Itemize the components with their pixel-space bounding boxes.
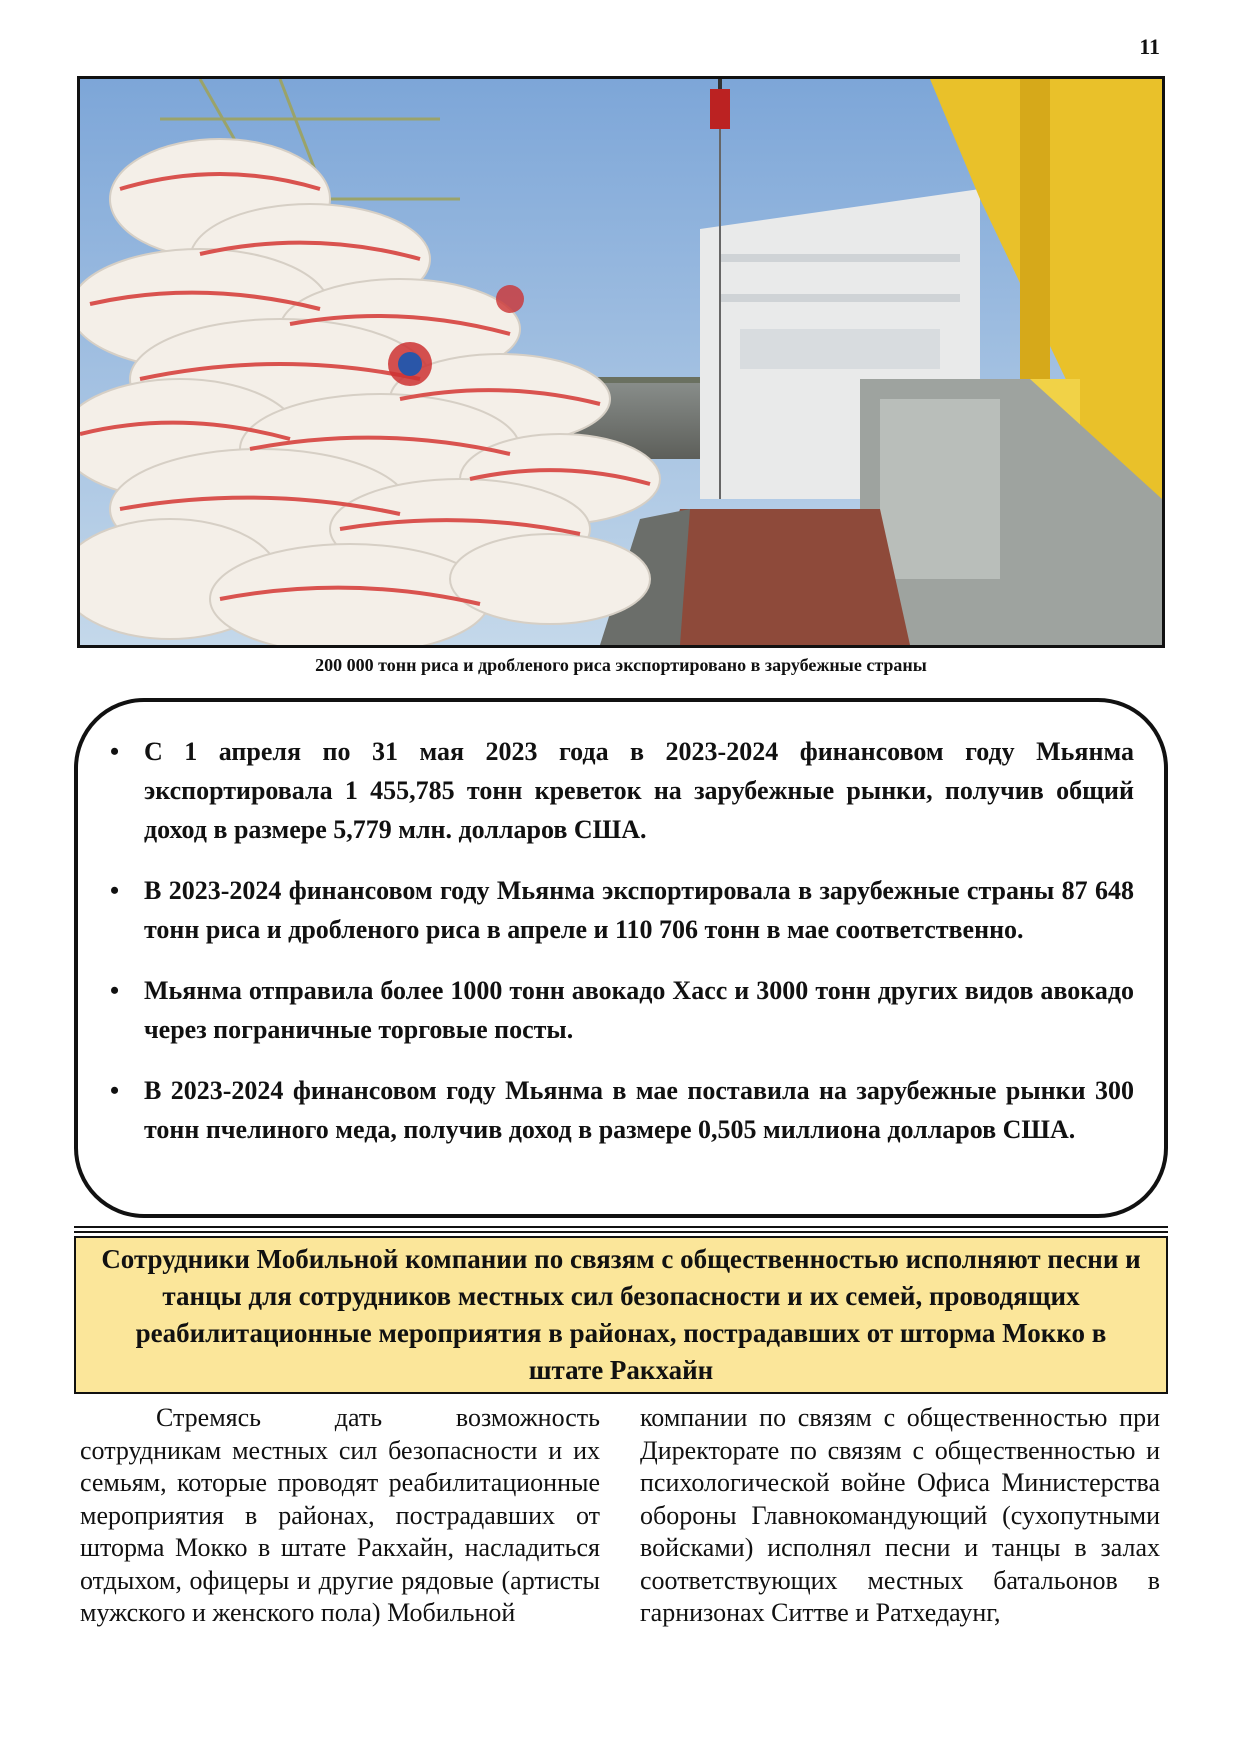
article-column-right <box>640 1402 1160 1630</box>
bullet-icon: • <box>110 1076 120 1105</box>
divider <box>74 1226 1168 1228</box>
article-headline: Сотрудники Мобильной компании по связям с общественностью исполняют песни и танцы для сотрудников местных сил безопасности и их семей, проводящих реабилитационные мероприятия в районах, пострадавших от шторма Мокко в штате Ракхайн <box>74 1236 1168 1394</box>
bullet-icon: • <box>110 976 120 1005</box>
page-number: 11 <box>1139 34 1160 59</box>
list-item: • В 2023-2024 финансовом году Мьянма экспортировала в зарубежные страны 87 648 тонн риса и дробленого риса в апреле и 110 706 тонн в мае соответственно. <box>144 871 1134 949</box>
photo-caption: 200 000 тонн риса и дробленого риса экспортировано в зарубежные страны <box>315 655 927 675</box>
list-item: • В 2023-2024 финансовом году Мьянма в мае поставила на зарубежные рынки 300 тонн пчелиного меда, получив доход в размере 0,505 миллиона долларов США. <box>144 1071 1134 1149</box>
list-item: • Мьянма отправила более 1000 тонн авокадо Хасс и 3000 тонн других видов авокадо через пограничные торговые посты. <box>144 971 1134 1049</box>
export-facts-box <box>74 698 1168 1218</box>
paragraph: Стремясь дать возможность сотрудникам местных сил безопасности и их семьям, которые проводят реабилитационные мероприятия в районах, пострадавших от шторма Мокко в штате Ракхайн, насладиться отдыхом, офицеры и другие рядовые (артисты мужского и женского пола) Мобильной <box>80 1403 600 1627</box>
paragraph: компании по связям с общественностью при Директорате по связям с общественностью и психологической войне Офиса Министерства обороны Главнокомандующий (сухопутными войсками) исполнял песни и танцы в залах соответствующих местных батальонов в гарнизонах Ситтве и Ратхедаунг, <box>640 1403 1160 1627</box>
article-column-left <box>80 1402 600 1630</box>
list-item: • С 1 апреля по 31 мая 2023 года в 2023-2024 финансовом году Мьянма экспортировала 1 455,785 тонн креветок на зарубежные рынки, получив общий доход в размере 5,779 млн. долларов США. <box>144 732 1134 849</box>
divider <box>74 1231 1168 1233</box>
bullet-icon: • <box>110 737 120 766</box>
bullet-icon: • <box>110 876 120 905</box>
export-facts-list <box>110 732 1134 1149</box>
rice-export-ship-photo <box>77 76 1165 648</box>
